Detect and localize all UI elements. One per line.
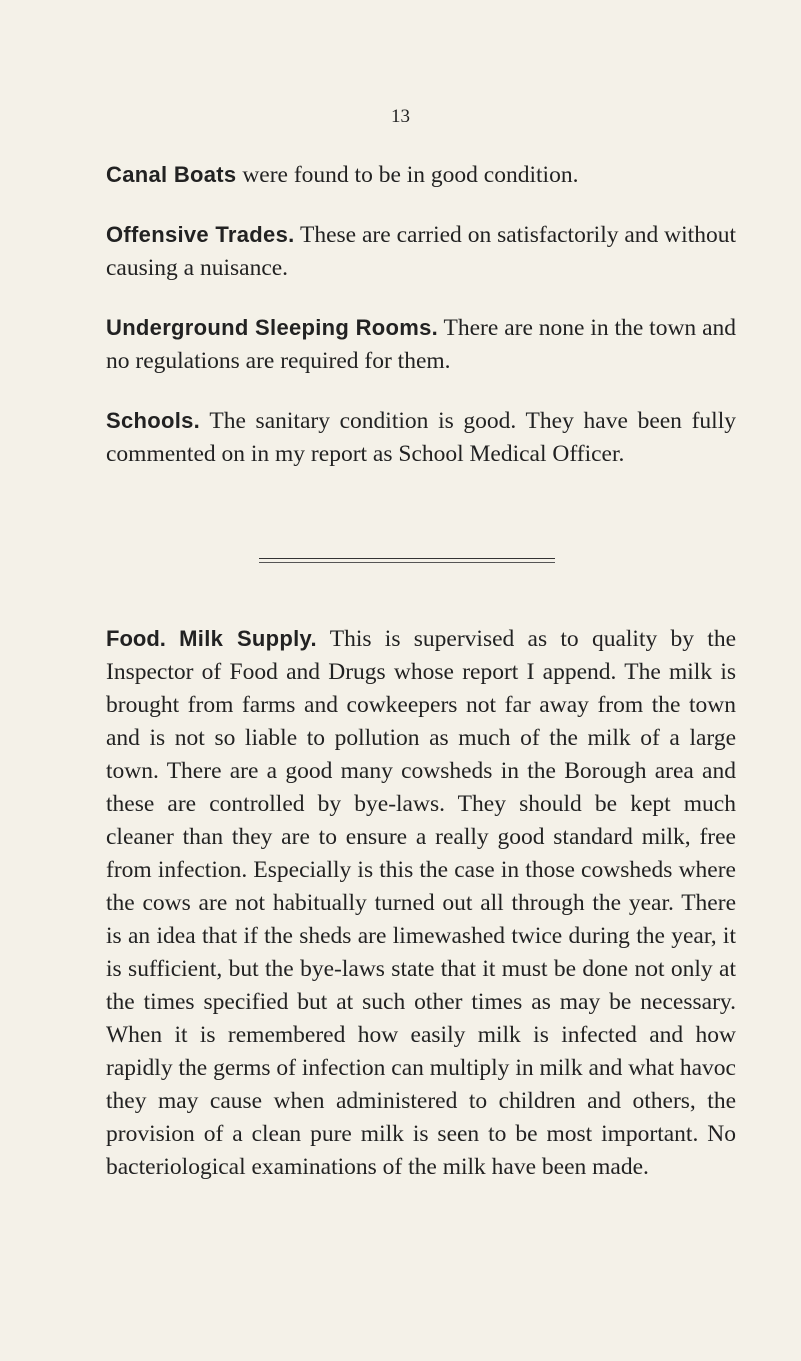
- text-offensive-trades: These are carried on satisfactorily and without causing a nuisance.: [106, 222, 736, 281]
- heading-schools: Schools.: [106, 408, 201, 433]
- heading-milk-supply: Milk Supply.: [179, 626, 317, 651]
- heading-food: Food.: [106, 626, 166, 651]
- paragraph-food-milk: [106, 622, 736, 1184]
- text-underground-sleeping: There are none in the town and no regulations are required for them.: [106, 315, 736, 374]
- paragraph-underground-sleeping: [106, 311, 736, 378]
- page-number: 13: [391, 106, 410, 127]
- heading-canal-boats: Canal Boats: [106, 162, 237, 187]
- paragraph-canal-boats: [106, 158, 736, 192]
- upper-sections: [106, 158, 736, 497]
- food-section: [106, 622, 736, 1210]
- text-milk-supply: This is supervised as to quality by the Inspector of Food and Drugs whose report I append. The milk is brought from farms and cowkeepers not far away from the town and is not so liable to pollution as much of the milk of a large town. There are a good many cowsheds in the Borough area and these are controlled by bye-laws. They should be kept much cleaner than they are to ensure a really good standard milk, free from infection. Especially is this the case in those cowsheds where the cows are not habitually turned out all through the year. There is an idea that if the sheds are limewashed twice during the year, it is sufficient, but the bye-laws state that it must be done not only at the times specified but at such other times as may be necessary. When it is remembered how easily milk is infected and how rapidly the germs of infection can multiply in milk and what havoc they may cause when administered to children and others, the provision of a clean pure milk is seen to be most important. No bacteriological examinations of the milk have been made.: [106, 626, 736, 1180]
- paragraph-schools: [106, 404, 736, 471]
- section-divider: [259, 558, 555, 559]
- heading-underground-sleeping: Underground Sleeping Rooms.: [106, 315, 439, 340]
- text-canal-boats: were found to be in good condition.: [236, 162, 579, 188]
- section-divider-lower: [259, 562, 555, 563]
- paragraph-offensive-trades: [106, 218, 736, 285]
- text-schools: The sanitary condition is good. They have been fully commented on in my report as School Medical Officer.: [106, 408, 736, 467]
- heading-offensive-trades: Offensive Trades.: [106, 222, 295, 247]
